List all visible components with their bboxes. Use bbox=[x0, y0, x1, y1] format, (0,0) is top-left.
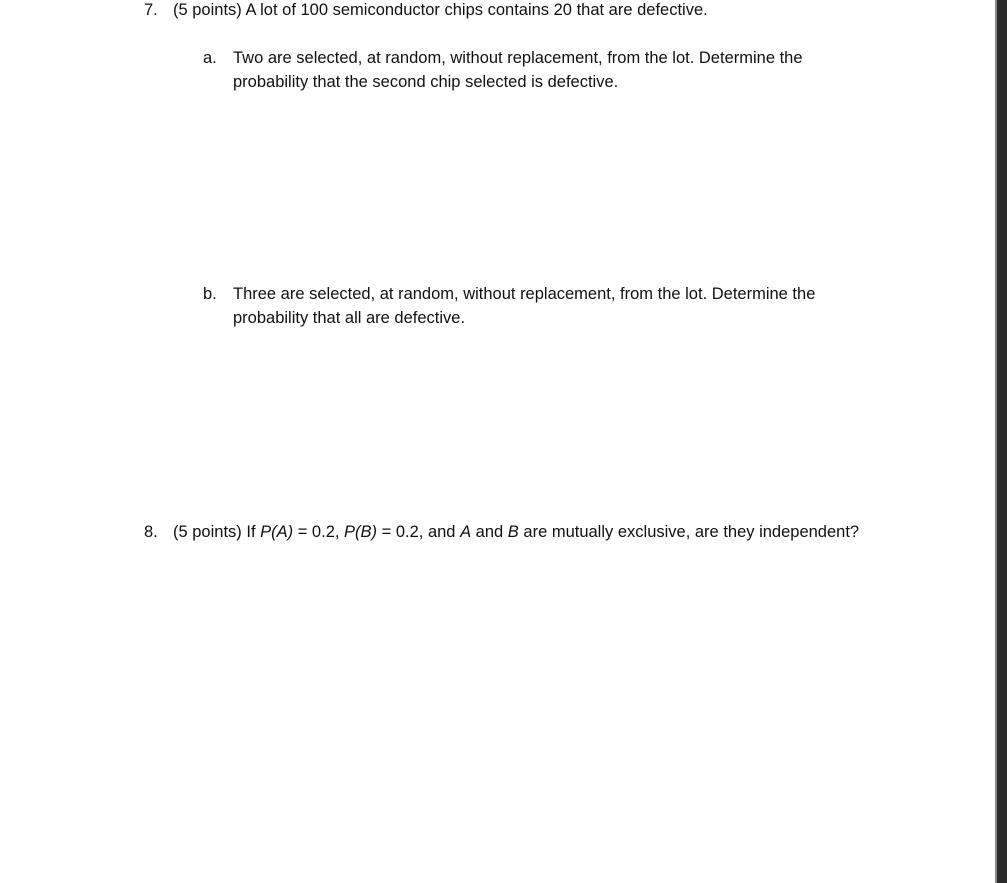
part-b-label: b. bbox=[203, 285, 217, 303]
part-b-line-2: probability that all are defective. bbox=[233, 309, 466, 327]
question-8-pa: P(A) bbox=[260, 523, 294, 541]
part-b-line-1: Three are selected, at random, without replacement, from the lot. Determine the bbox=[233, 285, 816, 303]
window-edge bbox=[997, 0, 1007, 883]
question-8-and: and bbox=[471, 523, 508, 541]
question-8-number: 8. bbox=[144, 523, 158, 541]
question-7-text: (5 points) A lot of 100 semiconductor chips contains 20 that are defective. bbox=[173, 1, 708, 19]
question-8-suffix: are mutually exclusive, are they independent? bbox=[518, 523, 860, 541]
question-8-event-a: A bbox=[460, 523, 472, 541]
question-8-event-b: B bbox=[507, 523, 519, 541]
question-8-eq1: = 0.2, bbox=[293, 523, 345, 541]
question-8-prefix: (5 points) If bbox=[173, 523, 261, 541]
question-8-pb: P(B) bbox=[344, 523, 378, 541]
part-a-label: a. bbox=[203, 49, 217, 67]
part-a-line-2: probability that the second chip selected is defective. bbox=[233, 73, 619, 91]
question-7-number: 7. bbox=[144, 1, 158, 19]
question-8-text bbox=[173, 520, 859, 544]
part-a-line-1: Two are selected, at random, without replacement, from the lot. Determine the bbox=[233, 49, 803, 67]
question-8-eq2: = 0.2, and bbox=[377, 523, 461, 541]
